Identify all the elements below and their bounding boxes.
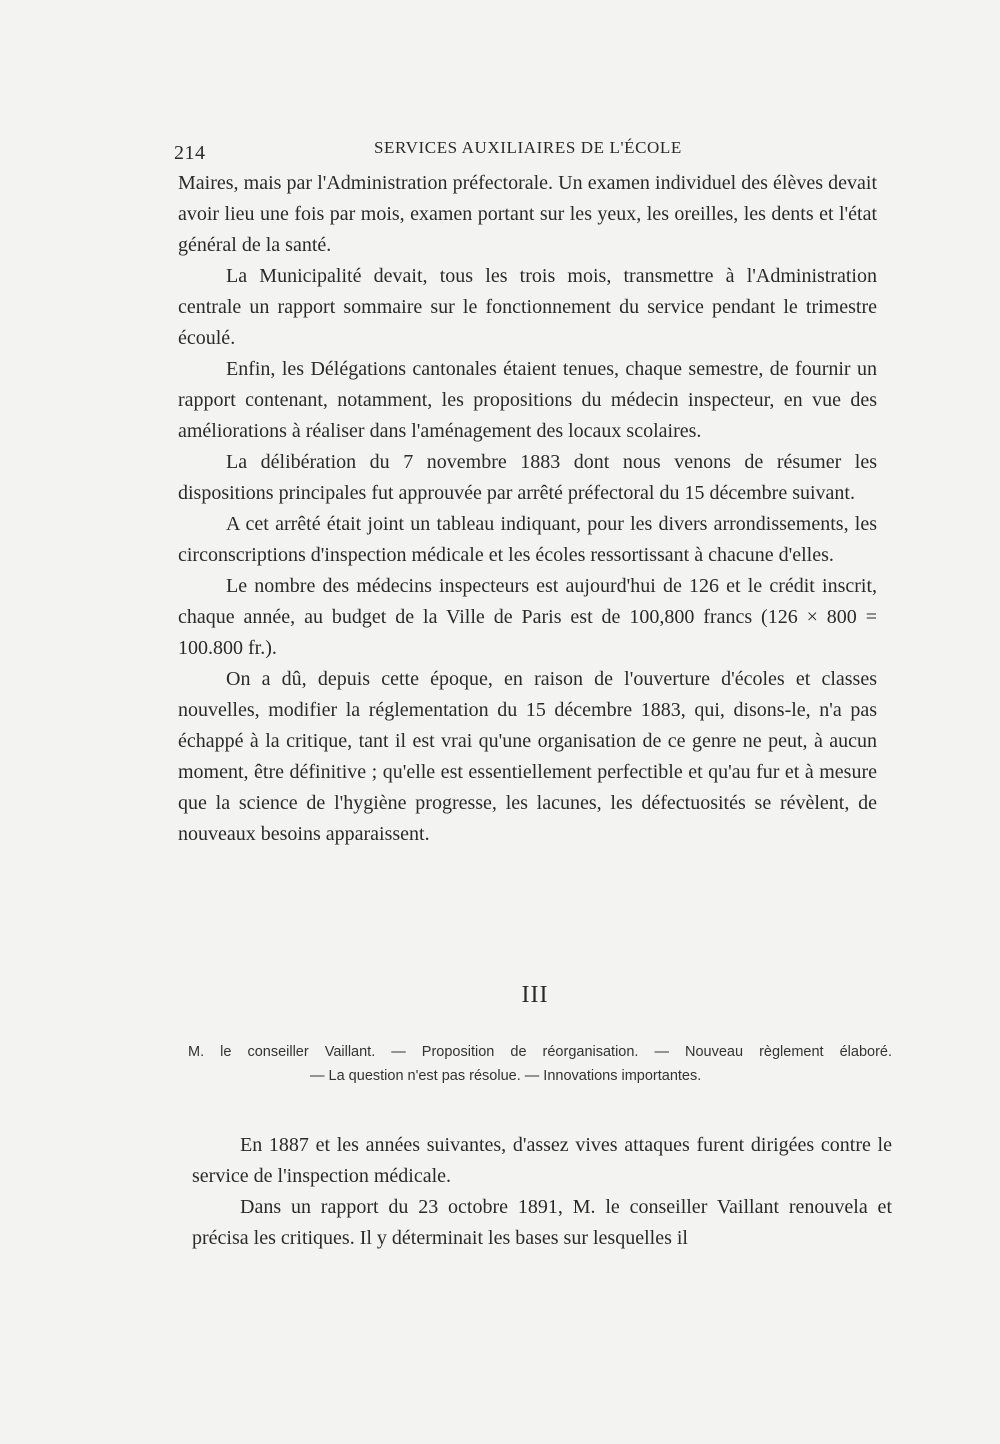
body-text [178,168,877,850]
paragraph: On a dû, depuis cette époque, en raison de l'ouverture d'écoles et classes nouvelles, modifier la réglementation du 15 décembre 1883, qui, disons-le, n'a pas échappé à la critique, tant il est vrai qu'une organisation de ce genre ne peut, à aucun moment, être définitive ; qu'elle est essentiellement perfectible et qu'au fur et à mesure que la science de l'hygiène progresse, les lacunes, les défectuosités se révèlent, de nouveaux besoins apparaissent. [178,668,877,845]
paragraph: Dans un rapport du 23 octobre 1891, M. le conseiller Vaillant renouvela et précisa les critiques. Il y déterminait les bases sur lesquelles il [192,1196,892,1249]
page-number: 214 [174,142,206,164]
summary-line: M. le conseiller Vaillant. — Proposition de réorganisation. — Nouveau règlement élaboré. [188,1044,892,1060]
running-head: SERVICES AUXILIAIRES DE L'ÉCOLE [374,138,682,157]
body-text-continued [192,1130,892,1254]
paragraph: Enfin, les Délégations cantonales étaient tenues, chaque semestre, de fournir un rapport contenant, notamment, les propositions du médecin inspecteur, en vue des améliorations à réaliser dans l'aménagement des locaux scolaires. [178,358,877,442]
page-header [174,138,878,162]
section-number: III [521,982,549,1008]
paragraph: La délibération du 7 novembre 1883 dont nous venons de résumer les dispositions principales fut approuvée par arrêté préfectoral du 15 décembre suivant. [178,451,877,504]
paragraph: En 1887 et les années suivantes, d'assez vives attaques furent dirigées contre le service de l'inspection médicale. [192,1134,892,1187]
paragraph: Maires, mais par l'Administration préfectorale. Un examen individuel des élèves devait avoir lieu une fois par mois, examen portant sur les yeux, les oreilles, les dents et l'état général de la santé. [178,172,877,256]
paragraph: A cet arrêté était joint un tableau indiquant, pour les divers arrondissements, les circonscriptions d'inspection médicale et les écoles ressortissant à chacune d'elles. [178,513,877,566]
summary-line: — La question n'est pas résolue. — Innovations importantes. [310,1068,702,1084]
section-summary [188,1040,892,1088]
paragraph: La Municipalité devait, tous les trois mois, transmettre à l'Administration centrale un rapport sommaire sur le fonctionnement du service pendant le trimestre écoulé. [178,265,877,349]
paragraph: Le nombre des médecins inspecteurs est aujourd'hui de 126 et le crédit inscrit, chaque année, au budget de la Ville de Paris est de 100,800 francs (126 × 800 = 100.800 fr.). [178,575,877,659]
